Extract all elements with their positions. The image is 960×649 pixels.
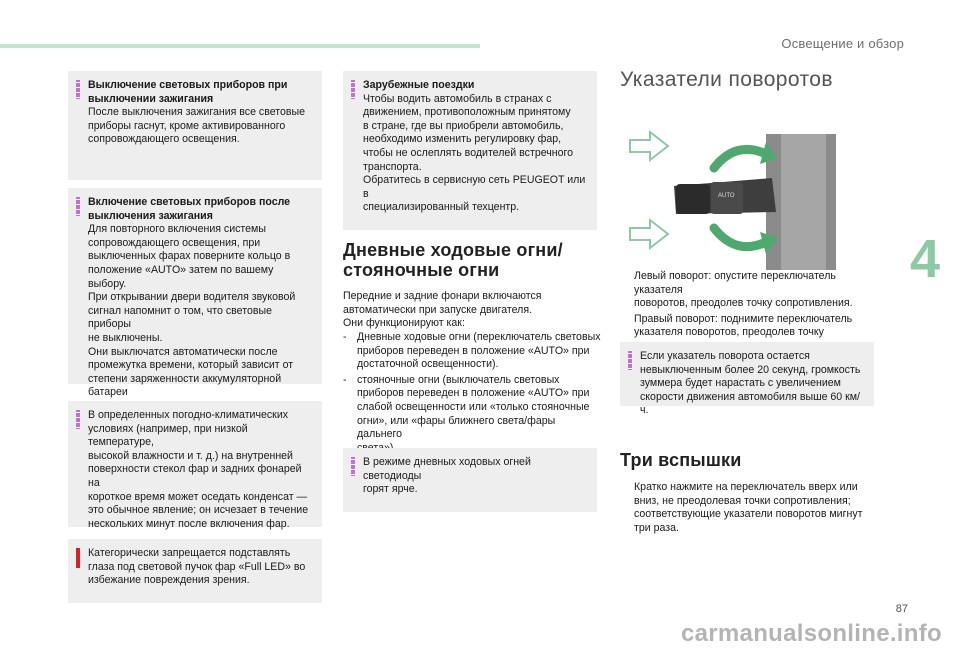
chapter-number: 4 (909, 229, 940, 289)
heading-daytime-lights: Дневные ходовые огни/ стояночные огни (343, 240, 563, 280)
info-box-text: Если указатель поворота остается невыключенным более 20 секунд, громкость зуммера будет нарастать с увеличением скорости движения автомобиля выше 60 км/ч. (640, 350, 861, 417)
heading-turn-signals: Указатели поворотов (620, 68, 833, 91)
list-item: Кратко нажмите на переключатель вверх или вниз, не преодолевая точки сопротивления; соответствующие указатели поворотов мигнут три раза. (634, 481, 863, 534)
info-box-title: Выключение световых приборов при выключении зажигания (88, 79, 288, 105)
info-box-drl (343, 448, 597, 512)
info-marker-icon (351, 80, 355, 99)
section-title: Освещение и обзор (781, 36, 904, 51)
info-box-buzzer (620, 342, 874, 417)
info-marker-icon (76, 197, 80, 216)
list-item: Правый поворот: поднимите переключатель указателя поворотов, преодолев точку (634, 312, 853, 339)
turn-signal-stalk-illustration (616, 124, 870, 270)
info-marker-icon (76, 410, 80, 429)
list-item: - Дневные ходовые огни (переключатель световых приборов переведен в положение «AUTO» при достаточной освещенности). (343, 331, 601, 371)
info-box-title: Зарубежные поездки (363, 79, 475, 91)
list-item: - стояночные огни (выключатель световых приборов переведен в положение «AUTO» при слабой освещенности или «только стояночные огни», или «фары ближнего света/фары дальнего (343, 373, 590, 441)
info-box-lights-on (68, 188, 322, 399)
info-box-condensation (68, 401, 322, 530)
warning-box-led (68, 539, 322, 603)
heading-three-flashes: Три вспышки (620, 450, 742, 470)
info-marker-icon (351, 457, 355, 476)
warning-marker-icon (76, 548, 80, 568)
page-number: 87 (895, 603, 908, 615)
warning-box-text: Категорически запрещается подставлять глаза под световой пучок фар «Full LED» во избежание повреждения зрения. (88, 547, 306, 587)
header-accent-bar (0, 44, 480, 48)
stalk-diagram (616, 124, 870, 270)
daytime-intro: Передние и задние фонари включаются автоматически при запуске двигателя. Они функционируют как: (343, 290, 542, 330)
watermark: carmanualsonline.info (680, 620, 942, 647)
info-box-text: Для повторного включения системы сопровождающего освещения, при выключенных фарах поверните кольцо в положение «AUTO» затем по вашему выбору. При открывании двери водителя звуковой сигнал напомнит о том, что световые приборы не выключены. Они выключатся автоматически после промежутка времени, который зависит от степени заряженности аккумуляторной батареи (88, 223, 296, 399)
info-box-text: В режиме дневных ходовых огней светодиоды горят ярче. (363, 456, 531, 496)
info-marker-icon (628, 351, 632, 370)
auto-label: AUTO (718, 193, 735, 199)
list-item: Левый поворот: опустите переключатель указателя поворотов, преодолев точку сопротивления. (634, 270, 853, 310)
info-marker-icon (76, 80, 80, 99)
info-box-text: Чтобы водить автомобиль в странах с движением, противоположным принятому в стране, где вы приобрели автомобиль, необходимо изменить регулировку фар, чтобы не ослеплять водителей встречного транспорта. Обратитесь в сервисную сеть PEUGEOT или в специализированный техцентр. (363, 92, 586, 214)
info-box-abroad (343, 71, 597, 230)
three-flashes-list (620, 481, 880, 537)
info-box-text: После выключения зажигания все световые приборы гаснут, кроме активированного сопровождающего освещения. (88, 106, 306, 146)
info-box-title: Включение световых приборов после выключения зажигания (88, 196, 291, 222)
info-box-lights-off (68, 71, 322, 180)
info-box-text: В определенных погодно-климатических условиях (например, при низкой температуре, высокой влажности и т. д.) на внутренней поверхности стекол фар и задних фонарей на короткое время может оседать конденсат — это обычное явление; он исчезает в течение нескольких минут после включения фар. (88, 409, 309, 530)
daytime-list (343, 331, 603, 457)
